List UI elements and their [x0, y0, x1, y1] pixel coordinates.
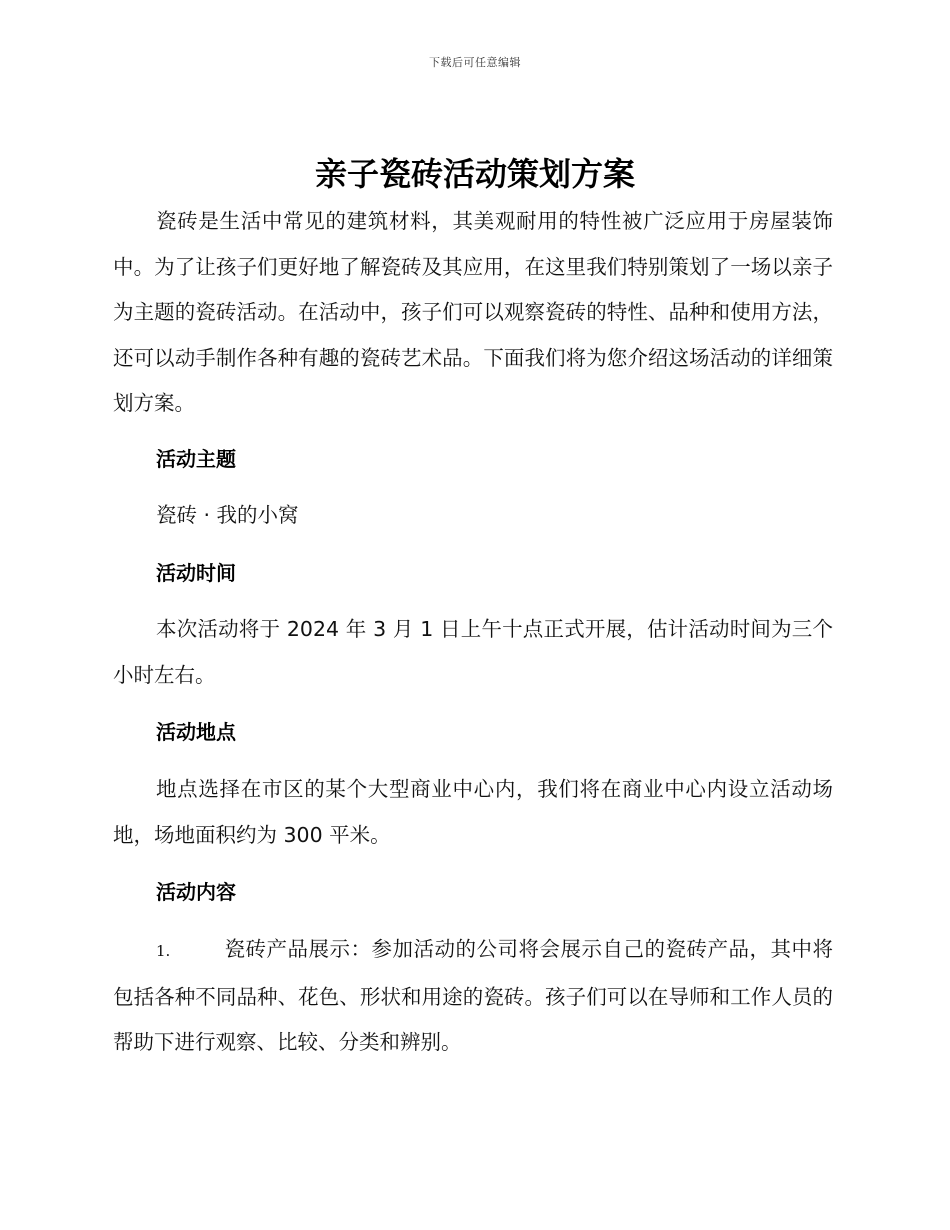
theme-text: 瓷砖 · 我的小窝: [156, 503, 299, 527]
location-paragraph: 地点选择在市区的某个大型商业中心内，我们将在商业中心内设立活动场地，场地面积约为 300 平米。: [113, 777, 833, 847]
header-note: 下载后可任意编辑: [429, 56, 521, 69]
section-heading-location: 活动地点: [156, 720, 236, 744]
time-paragraph: 本次活动将于 2024 年 3 月 1 日上午十点正式开展，估计活动时间为三个小时左右。: [113, 617, 833, 687]
list-item-text: 瓷砖产品展示：参加活动的公司将会展示自己的瓷砖产品，其中将包括各种不同品种、花色、形状和用途的瓷砖。孩子们可以在导师和工作人员的帮助下进行观察、比较、分类和辨别。: [113, 937, 833, 1054]
section-heading-content: 活动内容: [156, 880, 236, 904]
list-item-number: 1.: [156, 942, 171, 960]
section-heading-time: 活动时间: [156, 561, 236, 585]
intro-paragraph: 瓷砖是生活中常见的建筑材料，其美观耐用的特性被广泛应用于房屋装饰中。为了让孩子们更好地了解瓷砖及其应用，在这里我们特别策划了一场以亲子为主题的瓷砖活动。在活动中，孩子们可以观察瓷砖的特性、品种和使用方法，还可以动手制作各种有趣的瓷砖艺术品。下面我们将为您介绍这场活动的详细策划方案。: [113, 209, 833, 415]
list-item: [113, 927, 833, 1066]
section-heading-theme: 活动主题: [156, 447, 236, 471]
document-title: 亲子瓷砖活动策划方案: [314, 155, 635, 193]
